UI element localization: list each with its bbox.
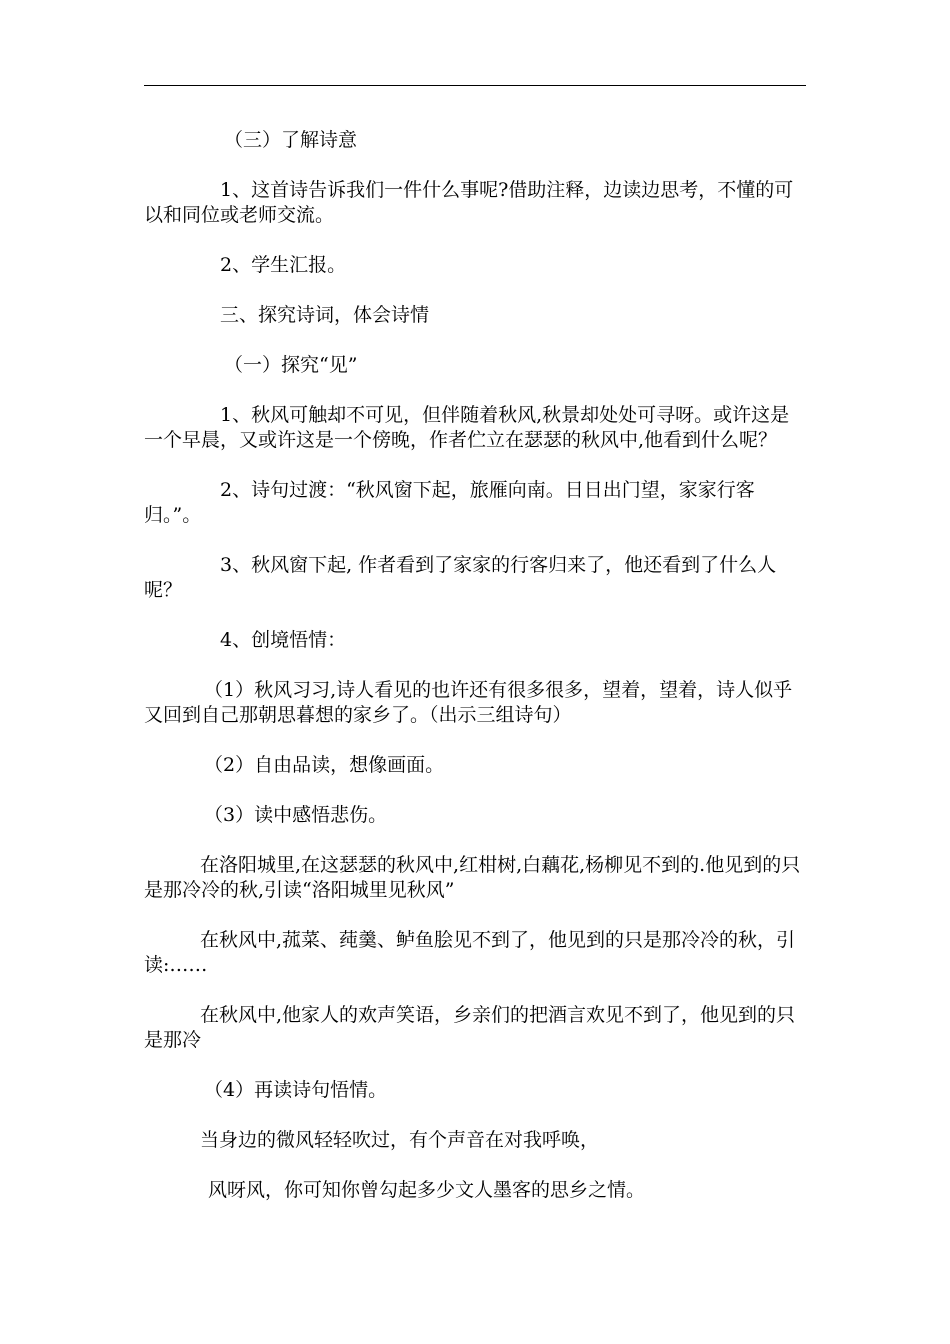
- paragraph: （1）秋风习习,诗人看见的也许还有很多很多，望着，望着，诗人似乎又回到自己那朝思暮想的家乡了。（出示三组诗句）: [144, 679, 793, 726]
- section-heading-explore: 三、探究诗词，体会诗情: [220, 304, 430, 326]
- paragraph: （3）读中感悟悲伤。: [204, 804, 388, 826]
- paragraph: 在洛阳城里,在这瑟瑟的秋风中,红柑树,白藕花,杨柳见不到的.他见到的只是那冷冷的秋,引读“洛阳城里见秋风”: [144, 854, 801, 901]
- paragraph: （4）再读诗句悟情。: [204, 1079, 388, 1101]
- paragraph: 在秋风中,他家人的欢声笑语，乡亲们的把酒言欢见不到了，他见到的只是那冷: [144, 1004, 796, 1051]
- paragraph: 1、这首诗告诉我们一件什么事呢?借助注释，边读边思考，不懂的可以和同位或老师交流。: [144, 179, 794, 226]
- header-rule: [144, 85, 806, 86]
- paragraph: 当身边的微风轻轻吹过，有个声音在对我呼唤，: [200, 1129, 600, 1151]
- paragraph: 2、学生汇报。: [220, 254, 347, 276]
- paragraph: 4、创境悟情：: [220, 629, 347, 651]
- paragraph: 风呀风，你可知你曾勾起多少文人墨客的思乡之情。: [208, 1179, 646, 1201]
- paragraph: 在秋风中,菰菜、莼羹、鲈鱼脍见不到了，他见到的只是那冷冷的秋，引读:……: [144, 929, 796, 976]
- paragraph: 1、秋风可触却不可见，但伴随着秋风,秋景却处处可寻呀。或许这是一个早晨，又或许这是一个傍晚，作者伫立在瑟瑟的秋风中,他看到什么呢？: [144, 404, 790, 451]
- subsection-heading-see: （一）探究“见”: [224, 354, 358, 376]
- section-heading-understand-meaning: （三）了解诗意: [224, 129, 358, 151]
- paragraph: 3、秋风窗下起, 作者看到了家家的行客归来了，他还看到了什么人呢？: [144, 554, 777, 601]
- document-body: [144, 128, 806, 1228]
- paragraph: 2、诗句过渡：“秋风窗下起，旅雁向南。日日出门望，家家行客归。”。: [144, 479, 755, 526]
- paragraph: （2）自由品读，想像画面。: [204, 754, 445, 776]
